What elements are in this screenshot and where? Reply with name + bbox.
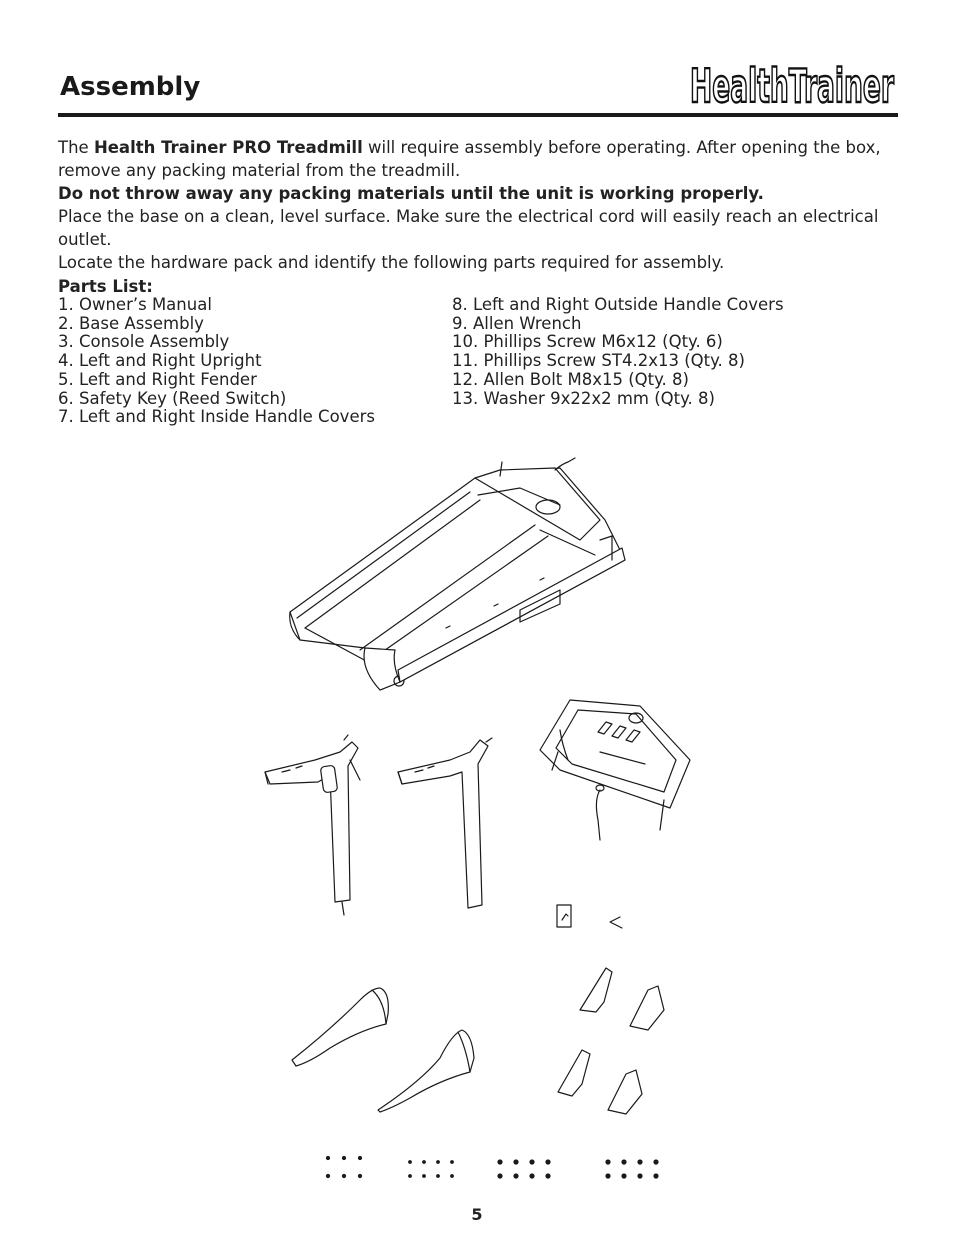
- intro-paragraph: The Health Trainer PRO Treadmill will require assembly before operating. After opening the box, remove any packing material from the treadmill.: [58, 138, 881, 180]
- list-item: 7. Left and Right Inside Handle Covers: [58, 407, 375, 427]
- fender-drawing: [292, 988, 474, 1112]
- logo-text: HealthTrainer: [690, 59, 895, 110]
- list-item: 3. Console Assembly: [58, 332, 230, 352]
- healthtrainer-logo: [686, 52, 898, 110]
- list-item: 9. Allen Wrench: [452, 313, 582, 333]
- parts-list-heading: Parts List:: [58, 277, 153, 296]
- parts-list-right: [452, 296, 784, 408]
- handle-covers-drawing: [558, 968, 664, 1114]
- list-item: 1. Owner’s Manual: [58, 295, 212, 314]
- page-number: 5: [471, 1205, 483, 1224]
- list-item: 12. Allen Bolt M8x15 (Qty. 8): [452, 369, 689, 389]
- list-item: 10. Phillips Screw M6x12 (Qty. 6): [452, 332, 723, 352]
- page-title: Assembly: [60, 72, 201, 102]
- hardware-paragraph: Locate the hardware pack and identify the following parts required for assembly.: [58, 253, 725, 272]
- intro-text: [58, 136, 893, 298]
- product-name: Health Trainer PRO Treadmill: [93, 138, 363, 157]
- list-item: 13. Washer 9x22x2 mm (Qty. 8): [452, 388, 715, 408]
- page-header: [58, 52, 898, 114]
- list-item: 6. Safety Key (Reed Switch): [58, 388, 287, 408]
- right-upright-drawing: [398, 738, 492, 908]
- treadmill-base-drawing: [290, 458, 625, 690]
- left-upright-drawing: [265, 735, 360, 915]
- placement-paragraph: Place the base on a clean, level surface. Make sure the electrical cord will easily reach an electrical outlet.: [58, 207, 879, 249]
- list-item: 2. Base Assembly: [58, 313, 204, 333]
- list-item: 11. Phillips Screw ST4.2x13 (Qty. 8): [452, 351, 745, 371]
- header-rule: [58, 113, 898, 117]
- packing-warning: Do not throw away any packing materials until the unit is working properly.: [58, 184, 764, 203]
- parts-list-left: [58, 296, 375, 427]
- list-item: 5. Left and Right Fender: [58, 369, 257, 389]
- small-hardware-drawing: [557, 905, 622, 928]
- list-item: 4. Left and Right Upright: [58, 351, 262, 371]
- list-item: 8. Left and Right Outside Handle Covers: [452, 295, 784, 314]
- console-assembly-drawing: [540, 700, 690, 840]
- fasteners-drawing: [327, 1157, 659, 1179]
